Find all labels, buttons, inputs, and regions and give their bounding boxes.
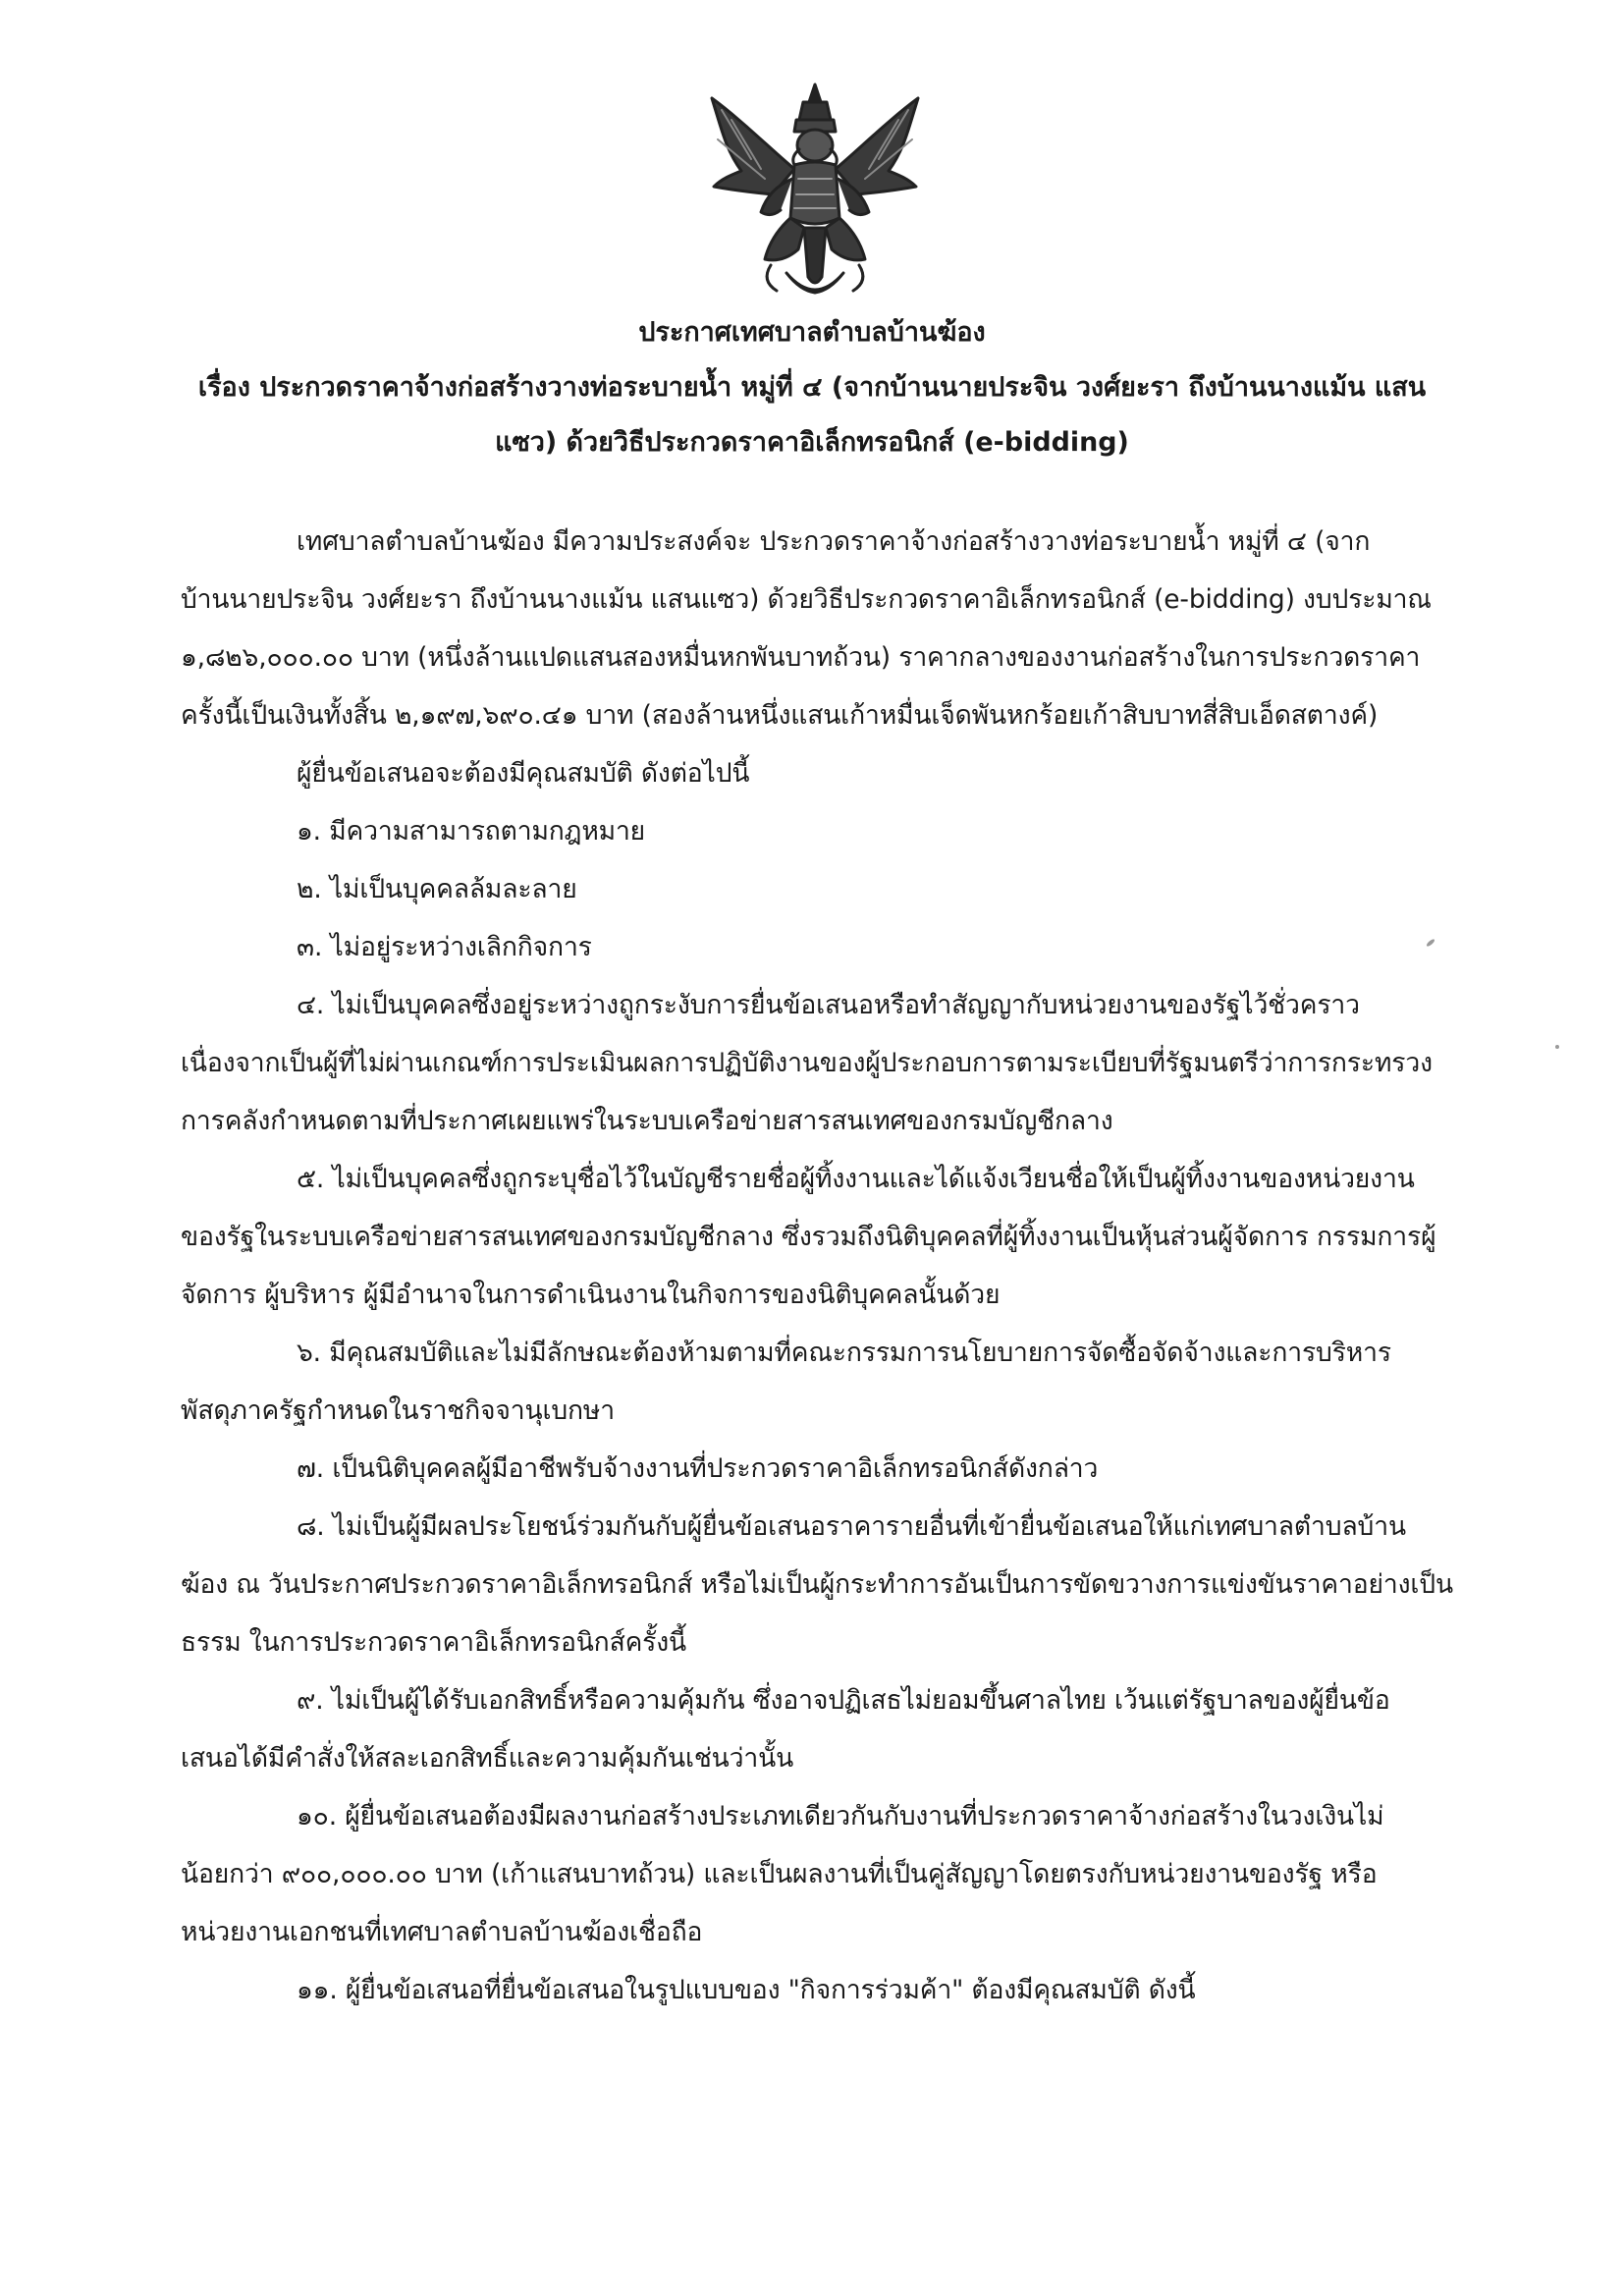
qualification-item: ๑๑. ผู้ยื่นข้อเสนอที่ยื่นข้อเสนอในรูปแบบของ "กิจการร่วมค้า" ต้องมีคุณสมบัติ ดังนี้ bbox=[297, 1975, 1196, 2005]
qualification-item: ๒. ไม่เป็นบุคคลล้มละลาย bbox=[297, 874, 577, 904]
qualification-item: ๙. ไม่เป็นผู้ได้รับเอกสิทธิ์หรือความคุ้มกัน ซึ่งอาจปฏิเสธไม่ยอมขึ้นศาลไทย เว้นแต่รัฐบาลของผู้ยื่นข้อ bbox=[297, 1685, 1390, 1716]
qualification-item: ๔. ไม่เป็นบุคคลซึ่งอยู่ระหว่างถูกระงับการยื่นข้อเสนอหรือทำสัญญากับหน่วยงานของรัฐไว้ชั่วคราว bbox=[297, 990, 1360, 1020]
garuda-emblem-icon bbox=[692, 81, 938, 306]
body-line: น้อยกว่า ๙๐๐,๐๐๐.๐๐ บาท (เก้าแสนบาทถ้วน) และเป็นผลงานที่เป็นคู่สัญญาโดยตรงกับหน่วยงานของรัฐ หรือ bbox=[181, 1859, 1378, 1889]
qualification-item: ๗. เป็นนิติบุคคลผู้มีอาชีพรับจ้างงานที่ประกวดราคาอิเล็กทรอนิกส์ดังกล่าว bbox=[297, 1453, 1099, 1484]
qualification-item: ๑. มีความสามารถตามกฎหมาย bbox=[297, 816, 646, 847]
body-line: การคลังกำหนดตามที่ประกาศเผยแพร่ในระบบเครือข่ายสารสนเทศของกรมบัญชีกลาง bbox=[181, 1106, 1113, 1136]
scan-speck bbox=[1555, 1045, 1559, 1049]
body-line: เนื่องจากเป็นผู้ที่ไม่ผ่านเกณฑ์การประเมินผลการปฏิบัติงานของผู้ประกอบการตามระเบียบที่รัฐมนตรีว่าการกระทรวง bbox=[181, 1048, 1433, 1078]
body-line: จัดการ ผู้บริหาร ผู้มีอำนาจในการดำเนินงานในกิจการของนิติบุคคลนั้นด้วย bbox=[181, 1280, 1001, 1310]
qualification-item: ๖. มีคุณสมบัติและไม่มีลักษณะต้องห้ามตามที่คณะกรรมการนโยบายการจัดซื้อจัดจ้างและการบริหาร bbox=[297, 1338, 1391, 1368]
qualification-item: ๘. ไม่เป็นผู้มีผลประโยชน์ร่วมกันกับผู้ยื่นข้อเสนอราคารายอื่นที่เข้ายื่นข้อเสนอให้แก่เทศบาลตำบลบ้าน bbox=[297, 1511, 1406, 1542]
qualification-item: ๑๐. ผู้ยื่นข้อเสนอต้องมีผลงานก่อสร้างประเภทเดียวกันกับงานที่ประกวดราคาจ้างก่อสร้างในวงเงินไม่ bbox=[297, 1801, 1384, 1831]
body-line: ครั้งนี้เป็นเงินทั้งสิ้น ๒,๑๙๗,๖๙๐.๔๑ บาท (สองล้านหนึ่งแสนเก้าหมื่นเจ็ดพันหกร้อยเก้าสิบบาทสี่สิบเอ็ดสตางค์) bbox=[181, 700, 1379, 731]
body-line: ของรัฐในระบบเครือข่ายสารสนเทศของกรมบัญชีกลาง ซึ่งรวมถึงนิติบุคคลที่ผู้ทิ้งงานเป็นหุ้นส่วนผู้จัดการ กรรมการผู้ bbox=[181, 1222, 1436, 1252]
body-line: ธรรม ในการประกวดราคาอิเล็กทรอนิกส์ครั้งนี้ bbox=[181, 1627, 687, 1658]
body-line: พัสดุภาครัฐกำหนดในราชกิจจานุเบกษา bbox=[181, 1395, 615, 1426]
document-subject-line-2: แซว) ด้วยวิธีประกวดราคาอิเล็กทรอนิกส์ (e-bidding) bbox=[495, 427, 1129, 458]
document-title: ประกาศเทศบาลตำบลบ้านฆ้อง bbox=[638, 317, 986, 348]
document-subject-line-1: เรื่อง ประกวดราคาจ้างก่อสร้างวางท่อระบายน้ำ หมู่ที่ ๔ (จากบ้านนายประจิน วงศ์ยะรา ถึงบ้านนางแม้น แสน bbox=[197, 372, 1427, 403]
document-header bbox=[147, 316, 1477, 460]
body-line: ๑,๘๒๖,๐๐๐.๐๐ บาท (หนึ่งล้านแปดแสนสองหมื่นหกพันบาทถ้วน) ราคากลางของงานก่อสร้างในการประกวดราคา bbox=[181, 642, 1421, 673]
body-line: ฆ้อง ณ วันประกาศประกวดราคาอิเล็กทรอนิกส์ หรือไม่เป็นผู้กระทำการอันเป็นการขัดขวางการแข่งขันราคาอย่างเป็น bbox=[181, 1569, 1453, 1600]
qualification-item: ๕. ไม่เป็นบุคคลซึ่งถูกระบุชื่อไว้ในบัญชีรายชื่อผู้ทิ้งงานและได้แจ้งเวียนชื่อให้เป็นผู้ทิ้งงานของหน่วยงาน bbox=[297, 1164, 1415, 1194]
qualification-intro: ผู้ยื่นข้อเสนอจะต้องมีคุณสมบัติ ดังต่อไปนี้ bbox=[297, 758, 750, 789]
body-line: หน่วยงานเอกชนที่เทศบาลตำบลบ้านฆ้องเชื่อถือ bbox=[181, 1917, 703, 1947]
scan-speck bbox=[1426, 938, 1435, 947]
body-line: เทศบาลตำบลบ้านฆ้อง มีความประสงค์จะ ประกวดราคาจ้างก่อสร้างวางท่อระบายน้ำ หมู่ที่ ๔ (จาก bbox=[297, 526, 1371, 557]
qualification-item: ๓. ไม่อยู่ระหว่างเลิกกิจการ bbox=[297, 932, 592, 962]
body-line: บ้านนายประจิน วงศ์ยะรา ถึงบ้านนางแม้น แสนแซว) ด้วยวิธีประกวดราคาอิเล็กทรอนิกส์ (e-bidding) งบประมาณ bbox=[181, 584, 1432, 615]
body-line: เสนอได้มีคำสั่งให้สละเอกสิทธิ์และความคุ้มกันเช่นว่านั้น bbox=[181, 1743, 794, 1774]
